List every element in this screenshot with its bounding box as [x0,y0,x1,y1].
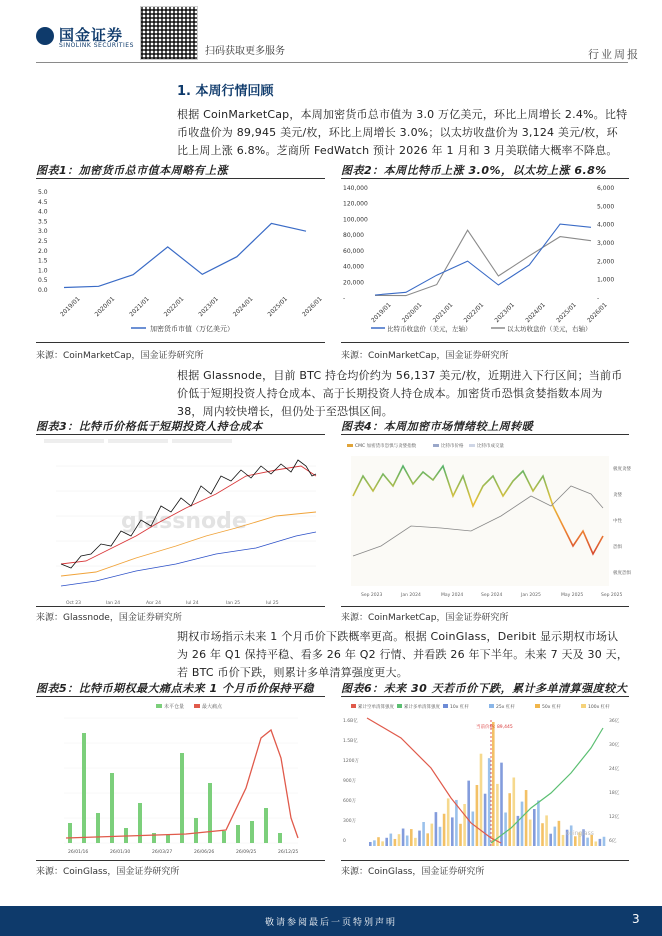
chart6-liq-bar [451,817,454,846]
figure-4-source: 来源：CoinMarketCap，国金证券研究所 [341,613,509,623]
chart6-liq-bar [443,814,446,846]
chart4-legend-2: 比特币成交量 [477,444,504,449]
chart6-liq-bar [455,800,458,846]
chart6-liq-bar [394,839,397,846]
figure-1-chart [36,180,326,338]
page-number: 3 [632,912,640,926]
chart2-xtick: 2026/01 [586,301,609,325]
chart6-ytick-left: 900万 [343,779,357,784]
chart6-ytick-left: 300万 [343,819,357,824]
chart2-ytick-right: - [597,295,600,302]
chart6-liq-bar [467,781,470,846]
chart1-series-marketcap [64,223,306,287]
chart6-liq-bar [472,812,475,846]
chart2-ytick-right: 1,000 [597,276,615,284]
figure-3-rule [36,434,325,435]
chart6-liq-bar [488,758,491,846]
chart3-watermark: glassnode [121,509,247,534]
chart1-ytick: 0.5 [38,277,48,285]
chart1-ytick: 0.0 [38,287,48,294]
chart2-ytick-right: 3,000 [597,240,615,247]
chart2-ytick-right: 4,000 [597,221,615,229]
section-title: 1. 本周行情回顾 [177,84,274,99]
chart6-ytick-right: 36亿 [609,719,620,724]
chart1-legend-label: 加密货币市值（万亿美元） [150,325,234,333]
chart5-xtick: 26/12/25 [278,850,299,855]
chart6-liq-bar [599,839,602,846]
chart1-ytick: 4.0 [38,208,48,216]
chart6-liq-bar [500,763,503,846]
chart6-liq-bar [521,802,524,846]
chart2-ytick-left: - [343,295,346,302]
chart4-xtick: May 2025 [561,593,584,598]
logo-chinese-name: 国金证券 [59,26,124,44]
chart1-ytick: 1.0 [38,267,48,275]
chart6-ytick-right: 24亿 [609,767,620,772]
figure-5-chart [36,698,326,858]
chart6-liq-bar [541,823,544,846]
chart1-ytick: 2.0 [38,247,48,255]
chart6-legend-swatch [443,704,448,708]
qr-code [140,6,198,60]
chart6-liq-bar [414,838,417,846]
chart4-xtick: Sep 2025 [601,593,623,598]
chart6-legend-label: 50x 杠杆 [542,705,561,710]
chart6-liq-bar [390,834,393,846]
chart6-ytick-left: 0 [343,839,346,844]
chart2-legend-btc: 比特币收盘价（美元，左轴） [387,325,472,333]
chart5-xtick: 26/06/26 [194,850,215,855]
chart2-xtick: 2019/01 [370,301,393,325]
chart2-ytick-left: 40,000 [343,263,364,271]
chart6-ytick-right: 6亿 [609,839,617,844]
chart2-xtick: 2022/01 [462,301,486,325]
chart6-liq-bar [554,827,557,846]
chart2-ytick-right: 5,000 [597,203,615,211]
figure-1-source: 来源：CoinMarketCap，国金证券研究所 [36,351,204,361]
chart6-liq-bar [529,820,532,846]
chart4-legend-0: CMC 加密货币恐惧与贪婪指数 [355,444,417,449]
chart6-ytick-left: 600万 [343,799,357,804]
chart6-liq-bar [435,812,438,846]
chart5-oi-bar [96,813,100,843]
chart6-ytick-right: 30亿 [609,743,620,748]
chart1-xtick: 2021/01 [128,295,151,319]
chart6-liq-bar [504,813,507,846]
chart5-xtick: 26/01/30 [110,850,131,855]
chart5-oi-bar [110,773,114,843]
chart2-ytick-right: 6,000 [597,185,615,192]
svg-text:Jan 25: Jan 25 [226,601,241,604]
chart1-ytick: 4.5 [38,198,48,206]
figure-4-title: 图表4：本周加密市场情绪较上周转暖 [341,420,534,433]
chart6-liq-bar [562,835,565,846]
chart6-legend-label: 累计多单清算强度 [404,705,440,710]
chart4-xtick: Sep 2023 [361,593,383,598]
chart6-legend-swatch [489,704,494,708]
chart6-liq-bar [377,837,380,846]
chart4-label-extreme-greed: 极度贪婪 [613,467,631,472]
chart6-liq-bar [508,793,511,846]
chart1-ytick: 3.5 [38,218,48,226]
footer-disclaimer: 敬请参阅最后一页特别声明 [264,918,397,928]
chart6-ytick-left: 1200万 [343,759,359,764]
chart2-xtick: 2023/01 [493,301,517,325]
figure-6-title: 图表6：未来 30 天若币价下跌，累计多单清算强度较大 [341,682,628,695]
figure-4-chart [341,436,631,604]
paragraph-1: 根据 CoinMarketCap，本周加密货币总市值为 3.0 万亿美元，环比上周增长 2.4%。比特币收盘价为 89,945 美元/枚，环比上周增长 3.0%；以太坊收盘价为 3,124 美元/枚，环比上周上涨 6.8%。芝商所 FedWatch 预计 2026 年 1 月和 3 月美联储大概率不降息。 [177,108,628,157]
chart1-ytick: 3.0 [38,228,48,236]
header-divider [36,62,628,63]
chart1-ytick: 1.5 [38,257,48,265]
chart5-xtick: 26/01/16 [68,850,89,855]
figure-6-bottom-rule [341,860,629,861]
figure-1-rule [36,178,325,179]
figure-5-title: 图表5：比特币期权最大痛点未来 1 个月币价保持平稳 [36,682,314,695]
chart1-xtick: 2019/01 [59,295,82,319]
chart6-legend-label: 累计空单清算强度 [358,705,394,710]
sinolink-logo-icon [36,27,54,45]
chart6-liq-bar [595,841,598,846]
chart5-oi-bar [138,803,142,843]
figure-4-rule [341,434,629,435]
svg-text:Oct 23: Oct 23 [66,601,81,604]
chart6-liq-bar [545,815,548,846]
chart6-ytick-left: 1.6B亿 [343,719,358,724]
chart2-ytick-left: 20,000 [343,279,364,287]
figure-5-bottom-rule [36,860,325,861]
chart1-xtick: 2025/01 [266,295,290,319]
figure-1-bottom-rule [36,342,325,343]
paragraph-2: 根据 Glassnode，目前 BTC 持仓均价约为 56,137 美元/枚，近期进入下行区间；当前币价低于短期投资人持仓成本、高于长期投资人持仓成本。加密货币恐惧贪婪指数本周为 38，周内较快增长，但仍处于至恐惧区间。 [177,369,623,418]
chart6-liq-bar [558,821,561,846]
chart1-xtick: 2023/01 [197,295,220,319]
chart6-liq-bar [369,842,372,846]
chart6-liq-bar [422,822,425,846]
chart6-ytick-right: 12亿 [609,815,620,820]
chart6-liq-bar [574,836,577,846]
chart5-oi-bar [194,818,198,843]
figure-4-bottom-rule [341,606,629,607]
chart6-liq-bar [398,834,401,846]
figure-5-rule [36,696,325,697]
chart2-series-eth [375,230,591,295]
chart1-xtick: 2020/01 [93,295,117,319]
chart5-oi-bar [82,733,86,843]
chart1-ytick: 5.0 [38,189,48,196]
chart5-xtick: 26/09/25 [236,850,257,855]
chart6-liq-bar [447,798,450,846]
chart6-liq-bar [410,829,413,846]
chart6-liq-bar [406,836,409,846]
chart6-liq-bar [537,800,540,846]
chart2-xtick: 2020/01 [400,301,424,325]
chart6-liq-bar [402,829,405,846]
chart6-legend-label: 25x 杠杆 [496,705,515,710]
chart4-xtick: Jan 2024 [401,593,421,598]
logo-english-name: SINOLINK SECURITIES [59,42,134,49]
chart6-liq-bar [513,778,516,846]
figure-6-source: 来源：CoinGlass，国金证券研究所 [341,867,485,877]
chart5-oi-bar [68,823,72,843]
svg-text:Jul 24: Jul 24 [186,601,199,604]
chart6-liq-bar [480,754,483,846]
chart2-ytick-left: 100,000 [343,216,368,224]
svg-text:Jul 25: Jul 25 [266,601,279,604]
figure-3-source: 来源：Glassnode，国金证券研究所 [36,613,182,623]
chart5-oi-bar [250,821,254,843]
chart6-liq-bar [381,841,384,846]
chart6-ytick-right: 18亿 [609,791,620,796]
chart6-legend-swatch [581,704,586,708]
qr-caption: 扫码获取更多服务 [205,46,285,57]
chart6-liq-bar [476,785,479,846]
chart1-xtick: 2026/01 [301,295,324,319]
chart4-label-fear: 恐惧 [613,545,622,550]
industry-tag: 行业周报 [588,48,640,61]
figure-2-chart [341,180,631,338]
chart6-liq-bar [525,790,528,846]
chart6-legend-swatch [535,704,540,708]
chart2-xtick: 2024/01 [524,301,547,325]
chart6-current-price-label: 当前价格: 89,445 [476,725,513,730]
svg-text:Apr 24: Apr 24 [146,601,161,604]
chart6-liq-bar [373,840,376,846]
chart5-oi-bar [208,783,212,843]
chart4-label-neutral: 中性 [613,519,622,524]
chart5-oi-bar [264,808,268,843]
figure-5-source: 来源：CoinGlass，国金证券研究所 [36,867,180,877]
paragraph-3: 期权市场指示未来 1 个月币价下跌概率更高。根据 CoinGlass，Deribit 显示期权市场认为 26 年 Q1 保持平稳、看多 26 年 Q2 行情、并看跌 26 年下半年。未来 7 天及 30 天，若 BTC 币价下跌，则累计多单清算强度更大。 [177,630,629,679]
chart5-legend-max-pain: 最大痛点 [202,704,223,710]
chart4-label-extreme-fear: 极度恐惧 [613,571,631,576]
chart6-legend-swatch [351,704,356,708]
chart1-ytick: 2.5 [38,238,48,245]
figure-6-rule [341,696,629,697]
chart6-liq-bar [586,838,589,846]
chart4-xtick: May 2024 [441,593,464,598]
chart6-legend-swatch [397,704,402,708]
figure-3-title: 图表3：比特币价格低于短期投资人持仓成本 [36,420,263,433]
chart5-oi-bar [222,831,226,843]
chart1-xtick: 2022/01 [162,295,186,319]
chart4-xtick: Jan 2025 [521,593,541,598]
chart6-liq-bar [533,809,536,846]
chart2-ytick-left: 60,000 [343,247,364,255]
chart2-ytick-left: 80,000 [343,232,364,240]
svg-text:Jan 24: Jan 24 [106,601,121,604]
chart6-legend-label: 100x 杠杆 [588,705,610,710]
chart2-ytick-left: 140,000 [343,185,368,192]
chart5-oi-bar [278,833,282,843]
chart6-liq-bar [418,831,421,846]
chart2-xtick: 2025/01 [555,301,578,325]
chart4-legend-1: 比特币价格 [441,444,464,449]
chart6-liq-bar [484,794,487,846]
figure-2-title: 图表2：本周比特币上涨 3.0%，以太坊上涨 6.8% [341,164,607,177]
chart6-liq-bar [549,834,552,846]
chart2-ytick-right: 2,000 [597,258,615,266]
chart5-oi-bar [180,753,184,843]
chart4-xtick: Sep 2024 [481,593,503,598]
chart6-liq-bar [459,824,462,846]
figure-3-bottom-rule [36,606,325,607]
figure-6-chart [341,698,631,858]
chart6-liq-bar [492,722,495,846]
chart6-ytick-left: 1.5B亿 [343,739,358,744]
chart5-xtick: 26/03/27 [152,850,173,855]
figure-3-chart [36,436,326,604]
chart6-liq-bar [463,804,466,846]
chart2-ytick-left: 120,000 [343,200,368,208]
chart2-xtick: 2021/01 [431,301,455,325]
chart6-legend-label: 10x 杠杆 [450,705,469,710]
chart6-liq-bar [496,784,499,846]
figure-2-bottom-rule [341,342,629,343]
chart6-liq-bar [603,837,606,846]
chart6-liq-bar [385,838,388,846]
chart2-series-btc [375,224,591,295]
chart2-legend-eth: 以太坊收盘价（美元，右轴） [507,325,592,333]
chart5-oi-bar [236,825,240,843]
chart6-watermark: coinglass [566,830,594,837]
chart6-liq-bar [431,824,434,846]
figure-1-title: 图表1：加密货币总市值本周略有上涨 [36,164,229,177]
chart6-liq-bar [439,827,442,846]
figure-2-rule [341,178,629,179]
chart5-oi-bar [166,835,170,843]
figure-2-source: 来源：CoinMarketCap，国金证券研究所 [341,351,509,361]
chart5-legend-oi: 未平仓量 [164,704,185,710]
chart6-liq-bar [426,833,429,846]
chart4-label-greed: 贪婪 [613,493,622,498]
chart1-xtick: 2024/01 [231,295,255,319]
